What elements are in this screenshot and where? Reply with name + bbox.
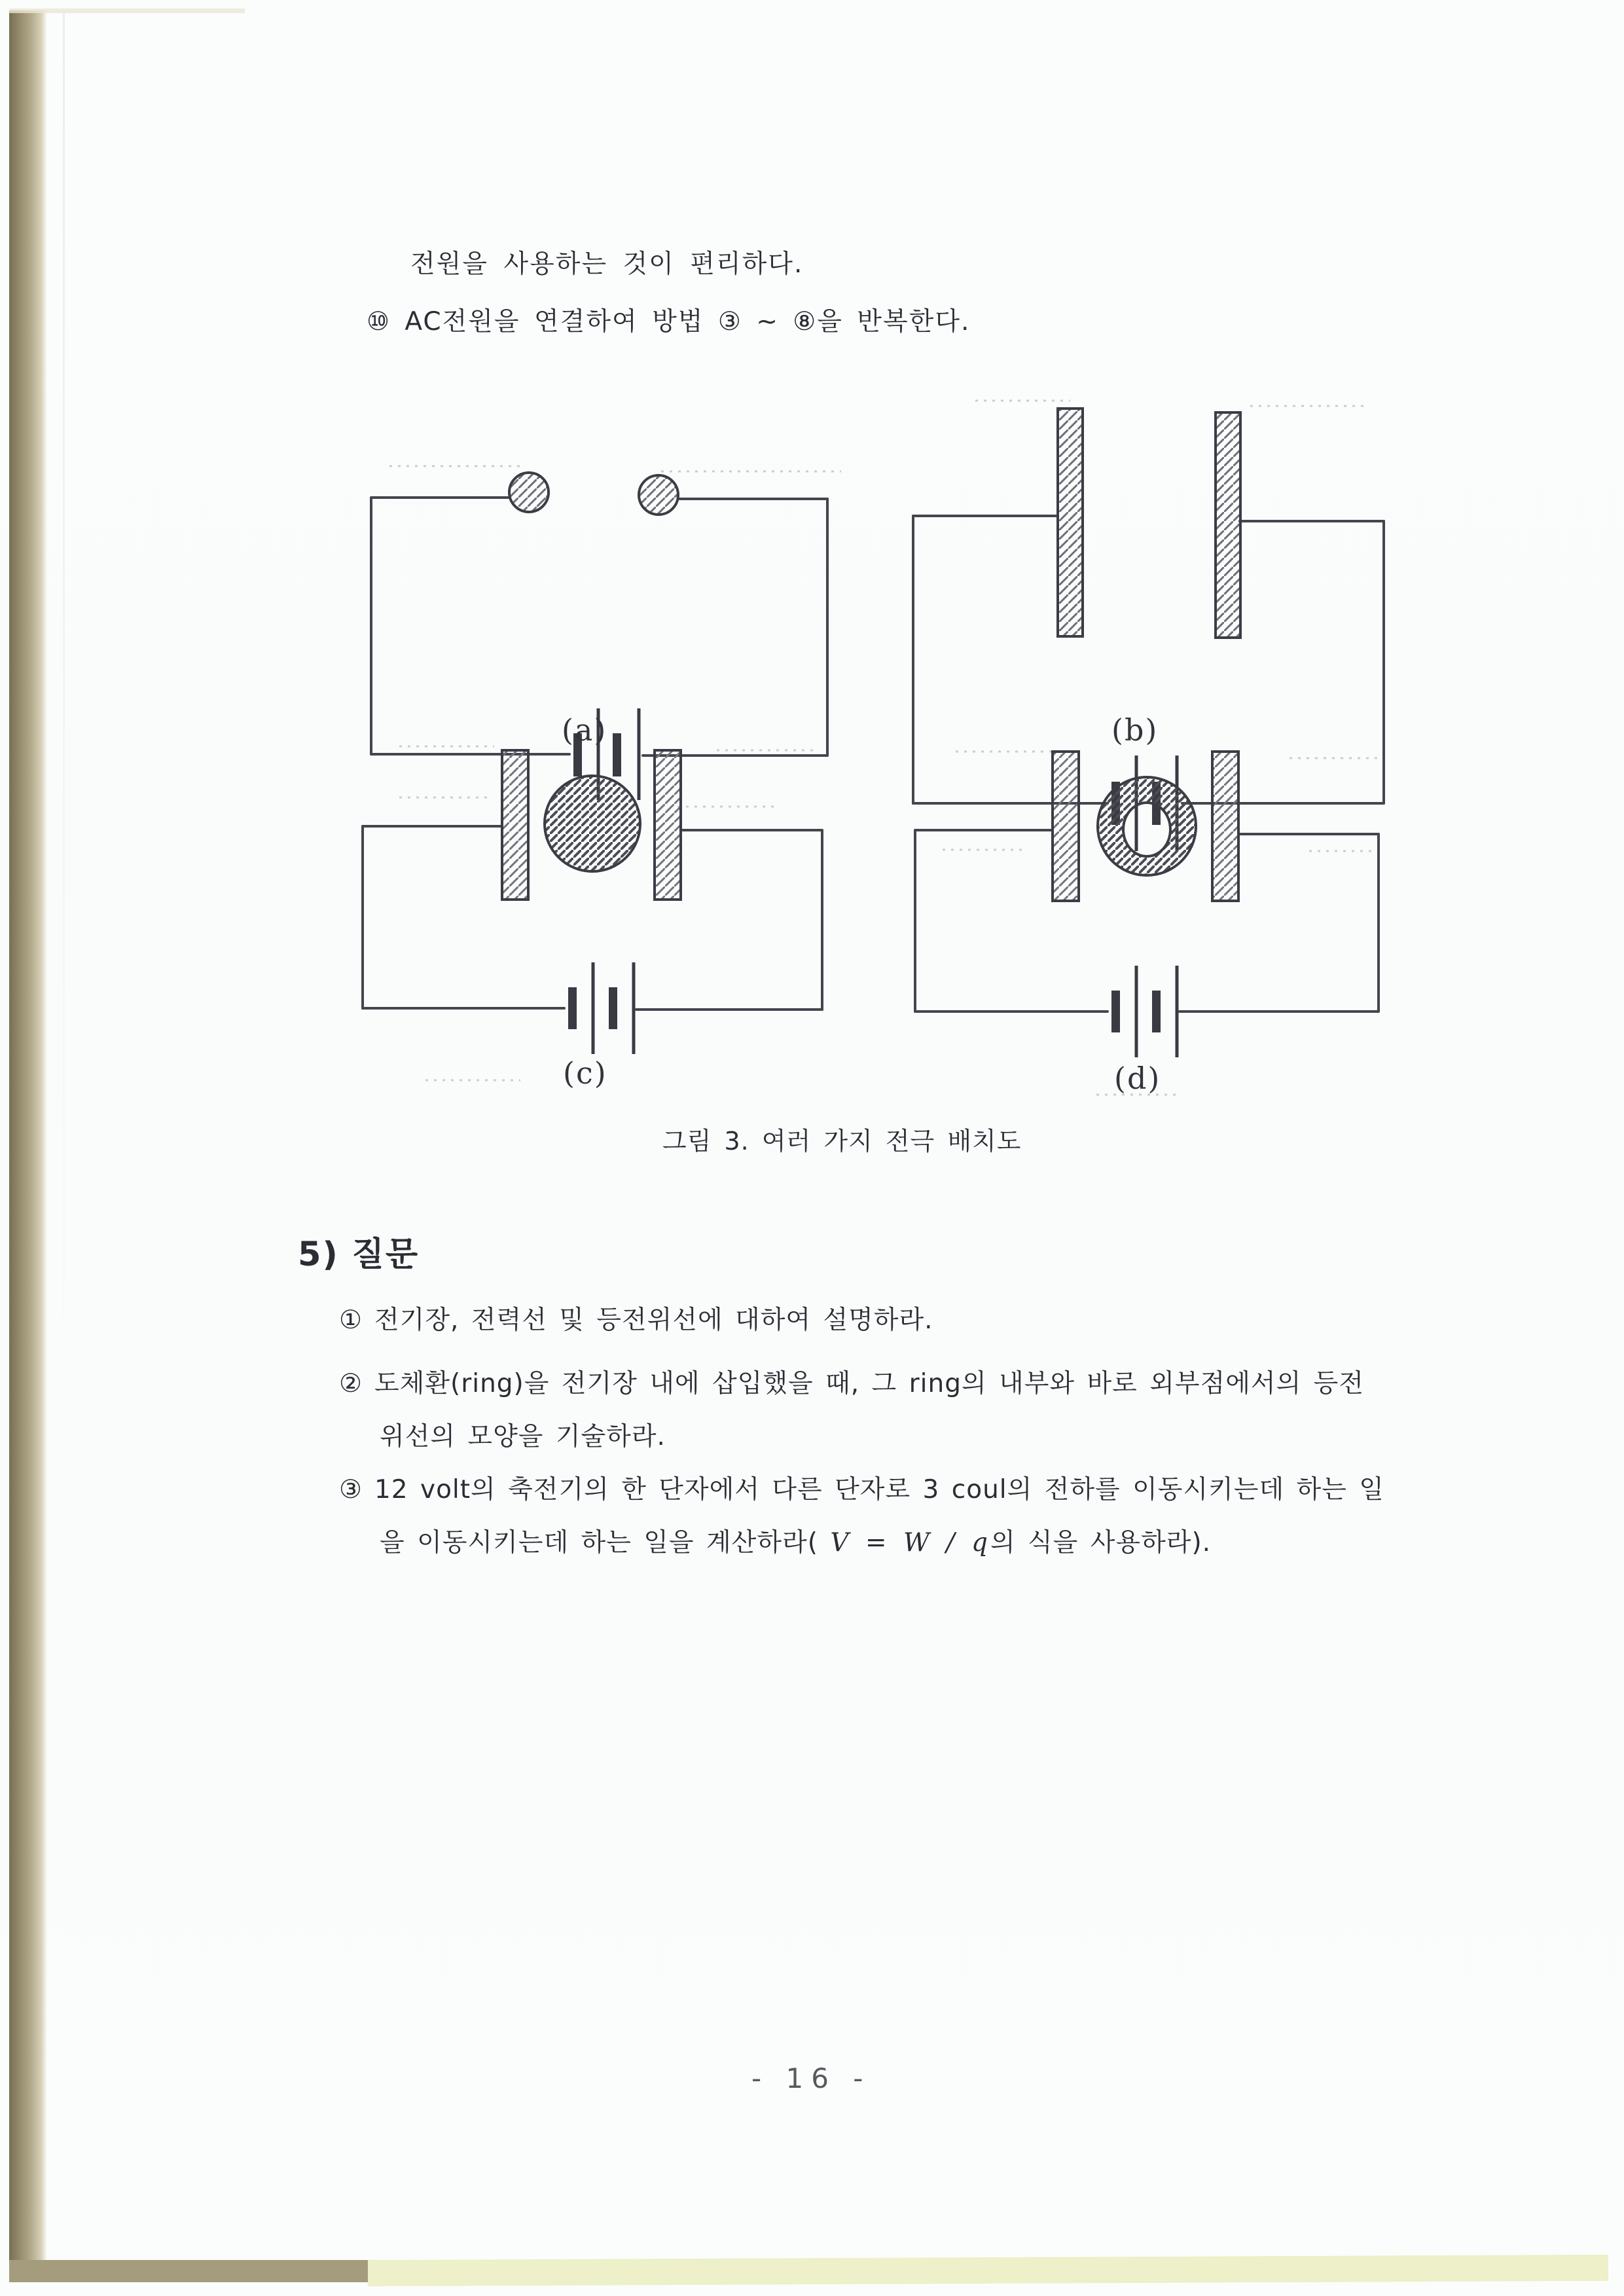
question-3-text-line2-pre: 을 이동시키는데 하는 일을 계산하라( — [380, 1528, 831, 1558]
paper-crease — [63, 13, 65, 1453]
figure-label-c: (c) — [563, 1055, 607, 1091]
figure-caption: 그림 3. 여러 가지 전극 배치도 — [662, 1127, 1022, 1156]
plate-electrode-right — [1212, 752, 1238, 901]
figure-label-a: (a) — [562, 712, 607, 748]
question-1-text: 전기장, 전력선 및 등전위선에 대하여 설명하라. — [374, 1305, 933, 1335]
plate-electrode-left — [1058, 409, 1083, 636]
page-number: - 16 - — [751, 2062, 871, 2094]
question-1-number: ① — [339, 1305, 363, 1335]
plate-electrode-left — [502, 750, 528, 900]
question-3-text-line1: 12 volt의 축전기의 한 단자에서 다른 단자로 3 coul의 전하를 이동시키는데 하는 일 — [374, 1475, 1384, 1504]
question-2-number: ② — [339, 1369, 363, 1398]
top-scan-edge — [9, 9, 245, 13]
figure-diagram-d — [903, 740, 1394, 1106]
question-item-3-continued — [380, 1522, 1211, 1559]
conductor-disk — [545, 776, 640, 871]
question-item-2-continued — [380, 1416, 666, 1453]
book-binding-edge — [9, 10, 47, 2277]
procedure-step-10: ⑩ AC전원을 연결하여 방법 ③ ~ ⑧을 반복한다. — [367, 307, 971, 337]
figure-label-b: (b) — [1111, 712, 1159, 748]
intro-sentence: 전원을 사용하는 것이 편리하다. — [410, 249, 804, 279]
plate-electrode-right — [1216, 412, 1240, 638]
question-2-text-line2: 위선의 모양을 기술하라. — [380, 1422, 666, 1451]
figure-diagram-c — [353, 740, 851, 1106]
figure-label-d: (d) — [1114, 1061, 1161, 1096]
questions-heading: 5) 질문 — [298, 1235, 420, 1274]
question-item-2 — [339, 1363, 1364, 1400]
plate-electrode-left — [1053, 752, 1079, 901]
question-2-text-line1: 도체환(ring)을 전기장 내에 삽입했을 때, 그 ring의 내부와 바로 외부점에서의 등전 — [374, 1369, 1364, 1398]
voltage-work-charge-formula: V = W / q — [830, 1528, 990, 1558]
question-3-text-line2-post: 의 식을 사용하라). — [990, 1528, 1212, 1558]
battery-icon — [1111, 966, 1177, 1057]
conductor-ring — [1098, 777, 1196, 875]
ball-electrode-right — [639, 475, 678, 515]
underlying-page-edge — [368, 2255, 1608, 2286]
question-item-3 — [339, 1469, 1384, 1506]
battery-icon — [568, 962, 634, 1054]
plate-electrode-right — [655, 750, 681, 900]
question-item-1 — [339, 1300, 933, 1336]
question-3-number: ③ — [339, 1475, 363, 1504]
bottom-scan-edge — [9, 2260, 392, 2282]
ball-electrode-left — [509, 473, 549, 512]
